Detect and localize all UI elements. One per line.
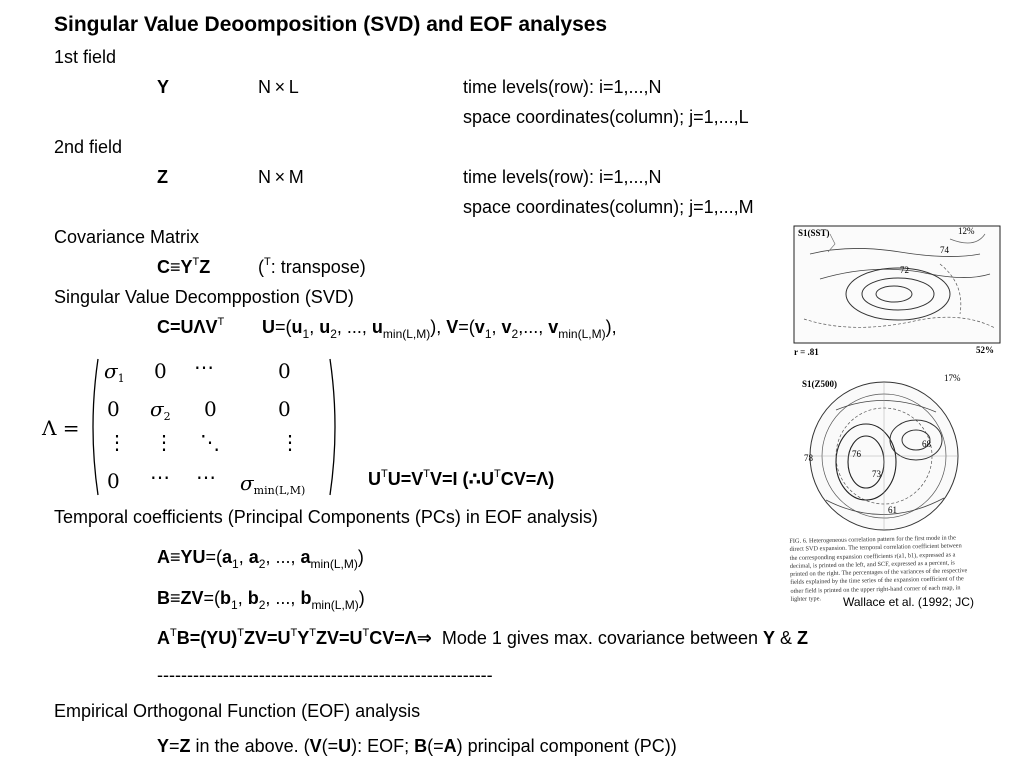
matrix-cell: ⋮ xyxy=(154,430,174,454)
svd-c-formula: $C=U\Lambda V^T$ xyxy=(157,316,225,337)
eof-description: Y=Z in the above. (V(=U): EOF; B(=A) principal component (PC)) xyxy=(157,736,677,756)
matrix-cell: 0 xyxy=(107,397,120,421)
panel2-contour-label: 61 xyxy=(888,505,897,515)
field2-dims: N × M xyxy=(258,167,304,187)
panel2-label: S1(Z500) xyxy=(802,379,838,389)
lambda-matrix xyxy=(40,355,350,500)
transpose-note: ($^T$: transpose) xyxy=(258,256,366,277)
field2-col-desc: space coordinates(column); j=1,...,M xyxy=(463,197,754,217)
figure-credit: Wallace et al. (1992; JC) xyxy=(843,595,974,609)
z500-correlation-map xyxy=(796,370,976,532)
slide-title: Singular Value Deoomposition (SVD) and EOF analyses xyxy=(54,13,608,36)
ab-formula: $A^TB=(YU)^TZV=U^TY^TZV=U^TCV=\Lambda\Rightarrow$ Mode 1 gives max. covariance between Y & Z xyxy=(157,627,809,648)
matrix-cell: 0 xyxy=(204,397,217,421)
matrix-cell: ⋮ xyxy=(280,430,300,454)
field2-heading: 2nd field xyxy=(54,137,123,157)
panel1-correlation: r = .81 xyxy=(794,347,819,357)
matrix-cell: ⋯ xyxy=(196,465,216,489)
field1-symbol: Y xyxy=(157,77,170,97)
panel1-contour-label: 74 xyxy=(940,245,949,255)
matrix-cell: $\sigma_1$ xyxy=(104,359,125,385)
matrix-cell: ⋯ xyxy=(194,355,214,379)
field2-row-desc: time levels(row): i=1,...,N xyxy=(463,167,662,187)
matrix-cell: 0 xyxy=(278,397,291,421)
panel2-contour-label: 76 xyxy=(852,449,861,459)
matrix-cell: $\sigma_{min(L,M)}$ xyxy=(240,471,306,497)
matrix-cell: ⋱ xyxy=(200,430,220,454)
matrix-brackets xyxy=(88,355,350,500)
matrix-cell: ⋯ xyxy=(150,465,170,489)
panel1-scf: 52% xyxy=(976,345,994,355)
panel2-contour-label: 78 xyxy=(804,453,813,463)
covariance-heading: Covariance Matrix xyxy=(54,227,200,247)
field1-heading: 1st field xyxy=(54,47,117,67)
sst-correlation-map xyxy=(790,224,1002,360)
matrix-cell: 0 xyxy=(278,359,291,383)
covariance-formula: $C\equiv Y^TZ$ xyxy=(157,256,211,277)
panel1-label: S1(SST) xyxy=(798,228,830,238)
matrix-cell: 0 xyxy=(107,469,120,493)
eof-heading: Empirical Orthogonal Function (EOF) analysis xyxy=(54,701,421,721)
orthogonality-formula: $U^TU=V^TV=I$ $(\therefore U^TCV=\Lambda)$ xyxy=(368,468,555,489)
field1-dims: N × L xyxy=(258,77,299,97)
lambda-lhs: Λ = xyxy=(42,416,80,440)
a-formula: $A\equiv YU=(a_1$, $a_2$, ..., $a_{min(L,M)}$) xyxy=(157,547,364,571)
svd-uv-formula: $U=(u_1$, $u_2$, ..., $u_{min(L,M)}$), $V=(v_1$, $v_2$,..., $v_{min(L,M)}$), xyxy=(262,317,617,341)
svd-heading: Singular Value Decomppostion (SVD) xyxy=(54,287,354,307)
panel1-contour-label: 72 xyxy=(900,265,909,275)
panel2-contour-label: 73 xyxy=(872,469,881,479)
panel2-percent: 17% xyxy=(944,373,961,383)
panel2-contour-label: 68 xyxy=(922,439,931,449)
field2-symbol: Z xyxy=(157,167,168,187)
matrix-cell: $\sigma_2$ xyxy=(150,397,171,423)
matrix-cell: ⋮ xyxy=(107,430,127,454)
figure-caption: FIG. 6. Heterogeneous correlation pattern for the first mode in the direct SVD expansion. The temporal correlation coefficient between the corresponding expansion coefficients r(a1, b1), expressed as a decimal, is printed on the left, and SCF, expressed as a percent, is printed on the right. The percentages of the variances of the respective fields explained by the time series of the expansion coefficient of the other field is printed on the upper right-hand corner of each map, in lighter type. xyxy=(789,534,968,603)
field1-col-desc: space coordinates(column); j=1,...,L xyxy=(463,107,749,127)
panel1-percent: 12% xyxy=(958,226,975,236)
divider-line: -------------------------------------------------------- xyxy=(157,665,493,685)
temporal-heading: Temporal coefficients (Principal Components (PCs) in EOF analysis) xyxy=(54,507,598,527)
field1-row-desc: time levels(row): i=1,...,N xyxy=(463,77,662,97)
b-formula: $B\equiv ZV=(b_1$, $b_2$, ..., $b_{min(L,M)}$) xyxy=(157,588,365,612)
matrix-cell: 0 xyxy=(154,359,167,383)
